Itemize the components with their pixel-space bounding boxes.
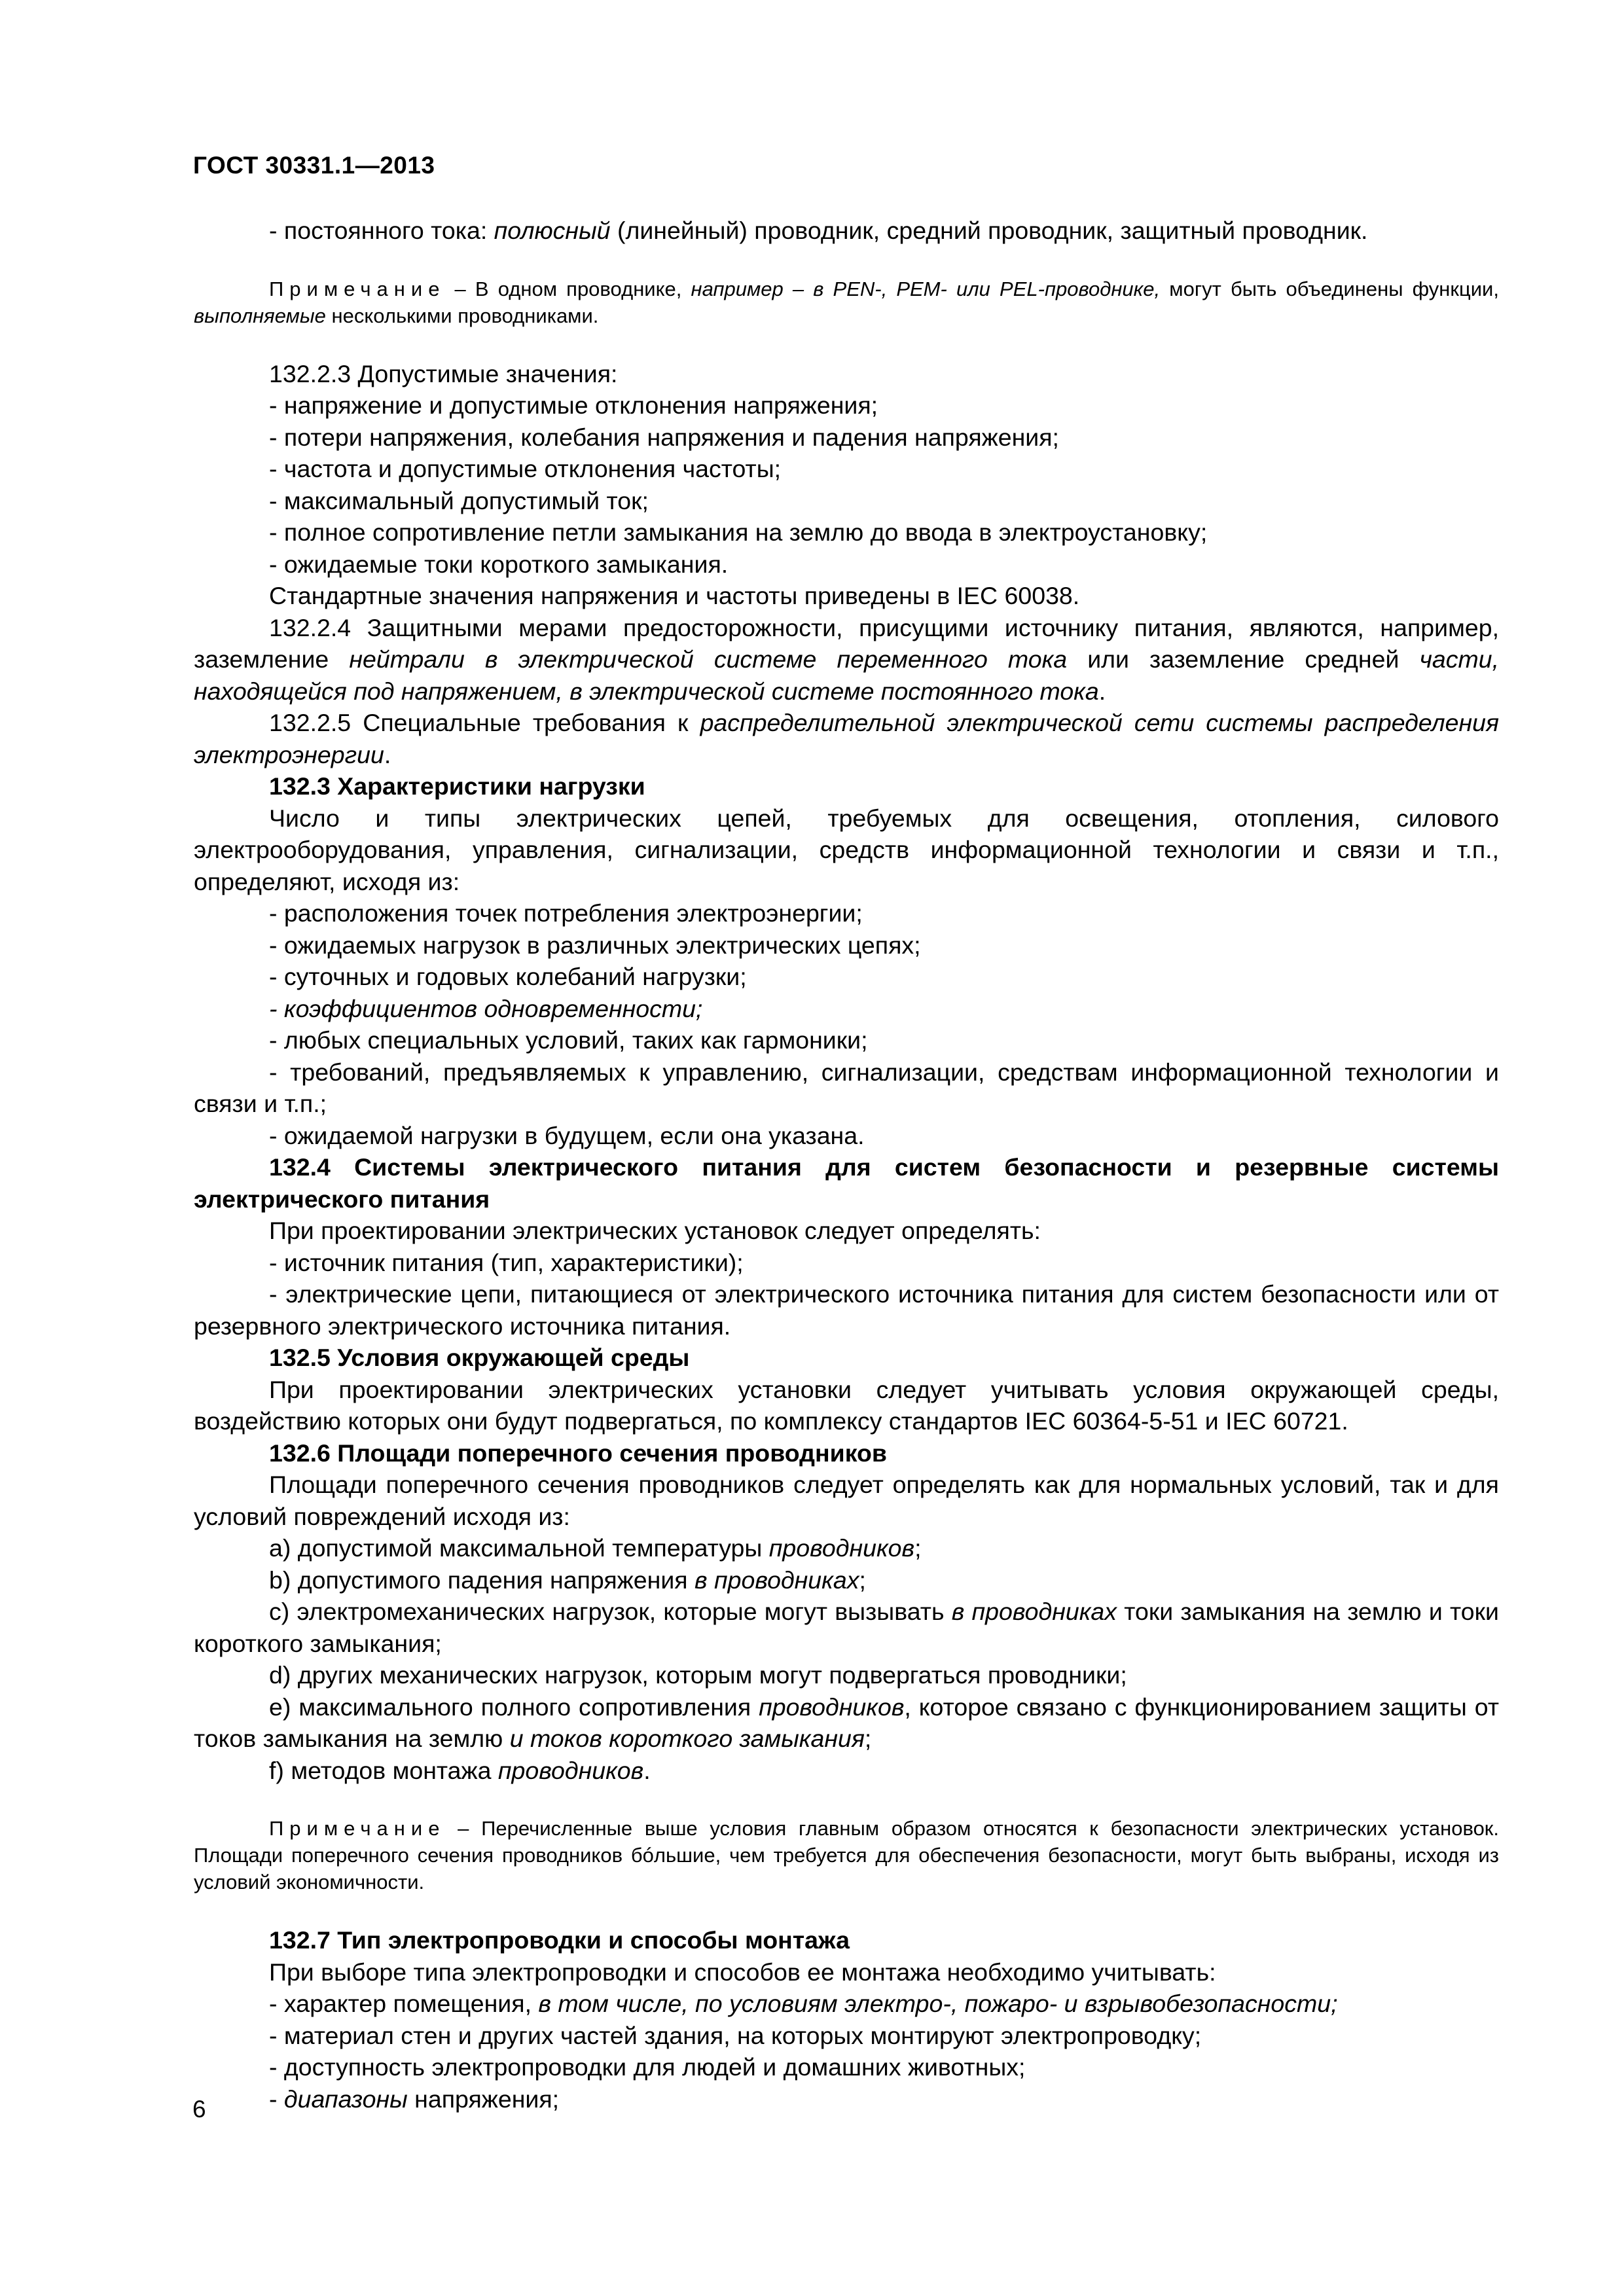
list-item: - напряжение и допустимые отклонения напряжения; (269, 391, 878, 419)
list-item: - доступность электропроводки для людей и домашних животных; (269, 2053, 1026, 2081)
list-item: b) допустимого падения напряжения в проводниках; (269, 1566, 866, 1594)
list-item: - ожидаемые токи короткого замыкания. (269, 550, 729, 578)
list-item: - суточных и годовых колебаний нагрузки; (269, 963, 747, 990)
document-code-header: ГОСТ 30331.1—2013 (193, 152, 435, 179)
list-item: - материал стен и других частей здания, на которых монтируют электропроводку; (269, 2021, 1202, 2049)
s1324-paragraph: 132.2.4 Защитными мерами предосторожности, присущими источнику питания, являются, например, заземление нейтрали в электрической системе переменного тока или заземление средней части, находящейся под напряжением, в электрической системе постоянного тока. (194, 613, 1499, 705)
list-item: - полное сопротивление петли замыкания на землю до ввода в электроустановку; (269, 518, 1208, 546)
s1322-standard: Стандартные значения напряжения и частоты приведены в IEC 60038. (269, 582, 1080, 609)
list-item: - любых специальных условий, таких как гармоники; (269, 1026, 868, 1054)
s1323-intro: Число и типы электрических цепей, требуемых для освещения, отопления, силового электрооборудования, управления, сигнализации, средств информационной технологии и связи и т.п., определяют, исходя из: (194, 804, 1499, 895)
note-1: Примечание – В одном проводнике, например – в PEN-, PEM- или PEL-проводнике, могут быть объединены функции, выполняемые несколькими проводниками. (194, 277, 1499, 327)
list-item: a) допустимой максимальной температуры проводников; (269, 1534, 922, 1562)
list-item: e) максимального полного сопротивления проводников, которое связано с функционированием защиты от токов замыкания на землю и токов короткого замыкания; (194, 1693, 1500, 1752)
dc-line: - постоянного тока: полюсный (линейный) проводник, средний проводник, защитный проводник. (269, 217, 1368, 244)
list-item: - ожидаемой нагрузки в будущем, если она указана. (269, 1121, 865, 1149)
note-label: Примечание (269, 1817, 446, 1840)
list-item: f) методов монтажа проводников. (269, 1756, 651, 1784)
list-item: - диапазоны напряжения; (269, 2085, 560, 2113)
list-item: - расположения точек потребления электроэнергии; (269, 899, 863, 927)
s1327-intro: При выборе типа электропроводки и способов ее монтажа необходимо учитывать: (269, 1958, 1216, 1986)
s1325b-text: При проектировании электрических установки следует учитывать условия окружающей среды, воздействию которых они будут подвергаться, по комплексу стандартов IEC 60364-5-51 и IEC 60721. (194, 1375, 1499, 1435)
list-item: - коэффициентов одновременности; (269, 994, 703, 1022)
list-item: - максимальный допустимый ток; (269, 486, 649, 514)
list-item: - характер помещения, в том числе, по условиям электро-, пожаро- и взрывобезопасности; (269, 1990, 1338, 2017)
note-2: Примечание – Перечисленные выше условия главным образом относятся к безопасности электрических установок. Площади поперечного сечения проводников бóльшие, чем требуется для обеспечения безопасности, могут быть выбраны, исходя из условий экономичности. (194, 1817, 1499, 1893)
note-label: Примечание (269, 277, 446, 300)
section-heading-132-3: 132.3 Характеристики нагрузки (269, 772, 645, 800)
page-number: 6 (192, 2096, 206, 2123)
section-heading-132-7: 132.7 Тип электропроводки и способы монтажа (269, 1926, 850, 1954)
page-content (194, 215, 1499, 2115)
list-item: - ожидаемых нагрузок в различных электрических цепях; (269, 931, 921, 959)
section-heading-132-4: 132.4 Системы электрического питания для систем безопасности и резервные системы электрического питания (194, 1153, 1499, 1213)
list-item: c) электромеханических нагрузок, которые могут вызывать в проводниках токи замыкания на землю и токи короткого замыкания; (194, 1598, 1500, 1657)
list-item: - частота и допустимые отклонения частоты; (269, 455, 782, 482)
section-heading-132-6: 132.6 Площади поперечного сечения проводников (269, 1439, 887, 1467)
list-item: - источник питания (тип, характеристики); (269, 1248, 744, 1276)
list-item: - электрические цепи, питающиеся от электрического источника питания для систем безопасности или от резервного электрического источника питания. (194, 1280, 1499, 1340)
list-item: - требований, предъявляемых к управлению, сигнализации, средствам информационной технологии и связи и т.п.; (194, 1058, 1499, 1117)
s1326-intro: Площади поперечного сечения проводников следует определять как для нормальных условий, так и для условий повреждений исходя из: (194, 1471, 1499, 1530)
s1325-paragraph: 132.2.5 Специальные требования к распределительной электрической сети системы распределения электроэнергии. (194, 709, 1499, 768)
list-item: d) других механических нагрузок, которым могут подвергаться проводники; (269, 1661, 1127, 1689)
s1324b-intro: При проектировании электрических установок следует определять: (269, 1217, 1041, 1244)
s1322-intro: 132.2.3 Допустимые значения: (269, 359, 618, 387)
list-item: - потери напряжения, колебания напряжения и падения напряжения; (269, 423, 1059, 451)
section-heading-132-5: 132.5 Условия окружающей среды (269, 1344, 690, 1371)
